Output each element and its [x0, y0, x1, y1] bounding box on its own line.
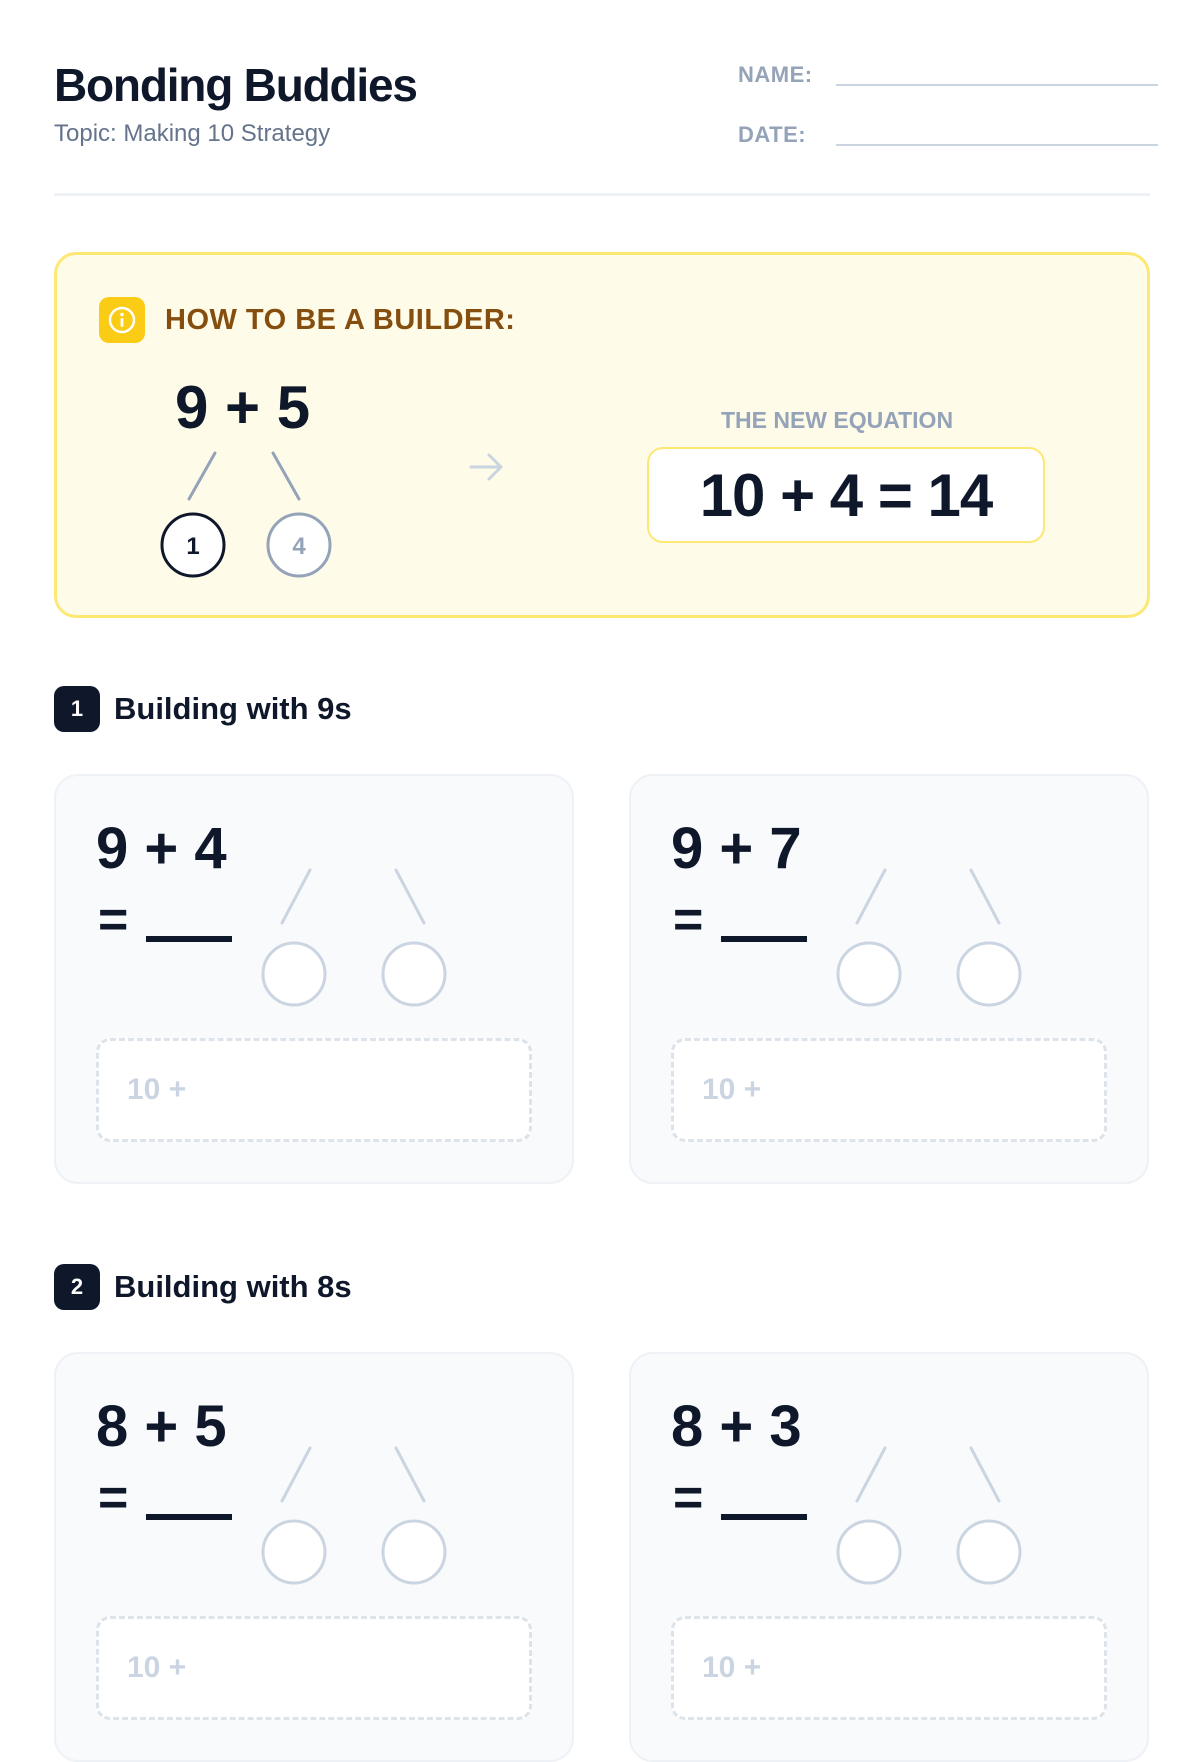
new-equation: 10 + 4 = 14: [647, 447, 1045, 543]
bond-circle-right[interactable]: [383, 943, 445, 1005]
bond-branch-left: [282, 1448, 310, 1501]
worksheet-title: Bonding Buddies: [54, 59, 417, 111]
new-equation-box[interactable]: 10 +: [96, 1038, 532, 1142]
equals-sign: =: [98, 1469, 129, 1527]
bond-branch-right: [971, 1448, 999, 1501]
bond-branch-right: [971, 870, 999, 923]
builder-title: HOW TO BE A BUILDER:: [165, 303, 516, 336]
problem-card: [629, 1352, 1149, 1762]
example-equation: 9 + 5: [175, 374, 311, 441]
section-heading-8s: [54, 1264, 352, 1310]
number-bond: [56, 776, 576, 1036]
bond-branch-left: [189, 453, 215, 499]
new-equation-box[interactable]: 10 +: [671, 1616, 1107, 1720]
problem-equation: 8 + 3: [671, 1394, 802, 1459]
name-line[interactable]: [836, 84, 1158, 86]
bond-branch-right: [396, 1448, 424, 1501]
number-bond: [631, 1354, 1151, 1614]
number-bond: [56, 1354, 576, 1614]
number-bond: [631, 776, 1151, 1036]
section-number-badge: 2: [54, 1264, 100, 1310]
section-title: Building with 9s: [114, 691, 352, 726]
worksheet-header: [54, 54, 1150, 196]
new-equation-box[interactable]: 10 +: [96, 1616, 532, 1720]
arrow-right-icon: [467, 447, 507, 487]
bond-circle-left[interactable]: [263, 943, 325, 1005]
bond-value-right: 4: [292, 533, 306, 560]
bond-value-left: 1: [186, 533, 200, 560]
name-field[interactable]: [738, 62, 1158, 88]
equals-sign: =: [673, 1469, 704, 1527]
worksheet-topic: Topic: Making 10 Strategy: [54, 120, 331, 147]
problem-card: [629, 774, 1149, 1184]
section-title: Building with 8s: [114, 1269, 352, 1304]
problem-card: [54, 1352, 574, 1762]
bond-circle-right[interactable]: [383, 1521, 445, 1583]
problem-card: [54, 774, 574, 1184]
bond-branch-left: [857, 1448, 885, 1501]
problem-equation: 8 + 5: [96, 1394, 227, 1459]
bond-branch-right: [396, 870, 424, 923]
equals-sign: =: [673, 891, 704, 949]
date-label: DATE:: [738, 122, 807, 147]
bond-branch-right: [273, 453, 299, 499]
equals-sign: =: [98, 891, 129, 949]
example-number-bond: [57, 255, 477, 621]
builder-instructions: [54, 252, 1150, 618]
section-number-badge: 1: [54, 686, 100, 732]
bond-circle-left[interactable]: [838, 1521, 900, 1583]
bond-circle-right[interactable]: [958, 943, 1020, 1005]
name-label: NAME:: [738, 62, 813, 87]
problem-equation: 9 + 7: [671, 816, 802, 881]
bond-branch-left: [857, 870, 885, 923]
new-equation-label: THE NEW EQUATION: [720, 407, 954, 433]
bond-circle-right[interactable]: [958, 1521, 1020, 1583]
date-field[interactable]: [738, 122, 1158, 148]
new-equation-box[interactable]: 10 +: [671, 1038, 1107, 1142]
bond-circle-left[interactable]: [263, 1521, 325, 1583]
bond-circle-left[interactable]: [838, 943, 900, 1005]
problem-equation: 9 + 4: [96, 816, 227, 881]
bond-branch-left: [282, 870, 310, 923]
section-heading-9s: [54, 686, 352, 732]
date-line[interactable]: [836, 144, 1158, 146]
